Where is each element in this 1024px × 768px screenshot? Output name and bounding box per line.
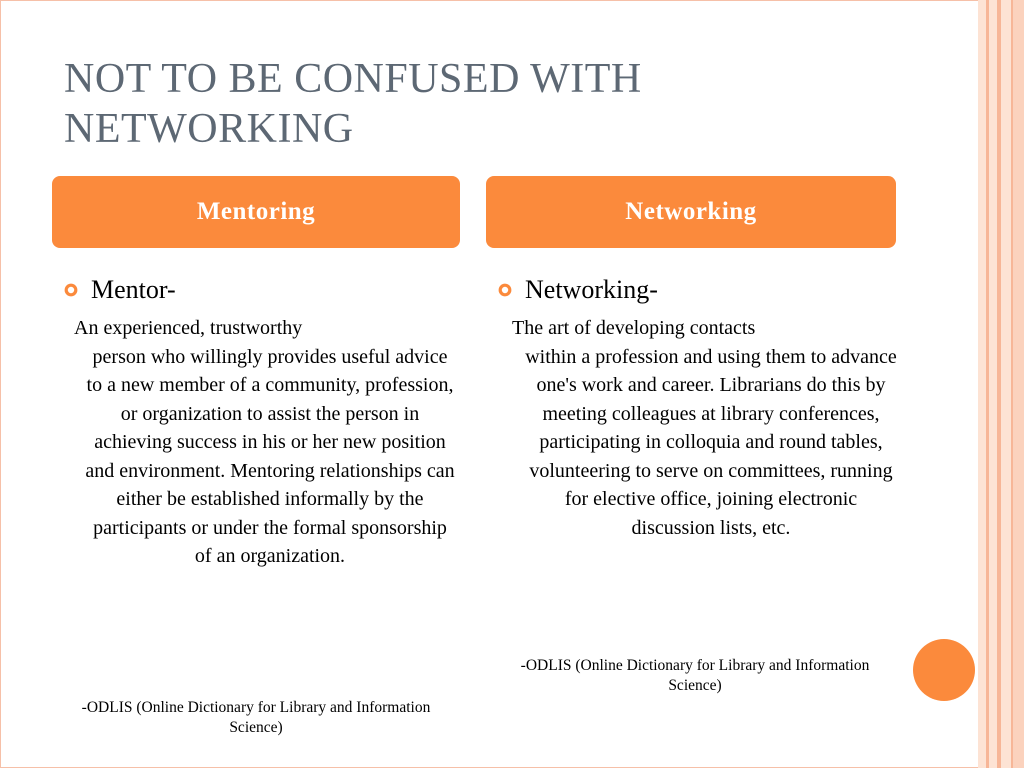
ring-bullet-icon: [64, 283, 78, 297]
mentor-source-citation: -ODLIS (Online Dictionary for Library and Information Science): [81, 699, 431, 736]
ring-bullet-icon: [498, 283, 512, 297]
stripe: [1013, 0, 1024, 768]
mentoring-header-label: Mentoring: [196, 198, 316, 225]
mentor-definition-first-line: An experienced, trustworthy: [74, 317, 303, 339]
networking-definition: [512, 314, 900, 542]
mentor-definition: [74, 314, 456, 571]
mentor-definition-body: person who willingly provides useful advice to a new member of a community, profession, or organization to assist the person in achieving success in his or her new position and environment. Mentoring relationships can either be established informally by the participants or under the formal sponsorship of an organization.: [85, 345, 455, 567]
mentoring-header: [52, 176, 460, 248]
decorative-stripes: [978, 0, 1024, 768]
networking-header-label: Networking: [625, 198, 757, 225]
frame-left-border: [0, 0, 1, 768]
stripe: [978, 0, 986, 768]
networking-header: [486, 176, 896, 248]
networking-source-citation: -ODLIS (Online Dictionary for Library and Information Science): [520, 657, 870, 694]
mentor-term: Mentor-: [91, 275, 176, 304]
frame-top-border: [0, 0, 990, 1]
networking-definition-first-line: The art of developing contacts: [512, 317, 756, 339]
stripe: [1001, 0, 1011, 768]
mentor-bullet: [64, 275, 176, 305]
networking-term: Networking-: [525, 275, 658, 304]
stripe: [989, 0, 997, 768]
networking-definition-body: within a profession and using them to advance one's work and career. Librarians do this by meeting colleagues at library conferences, participating in colloquia and round tables, volunteering to serve on committees, running for elective office, joining electronic discussion lists, etc.: [525, 345, 897, 539]
networking-bullet: [498, 275, 658, 305]
decorative-circle: [913, 639, 975, 701]
slide-title: NOT TO BE CONFUSED WITH NETWORKING: [64, 56, 642, 152]
